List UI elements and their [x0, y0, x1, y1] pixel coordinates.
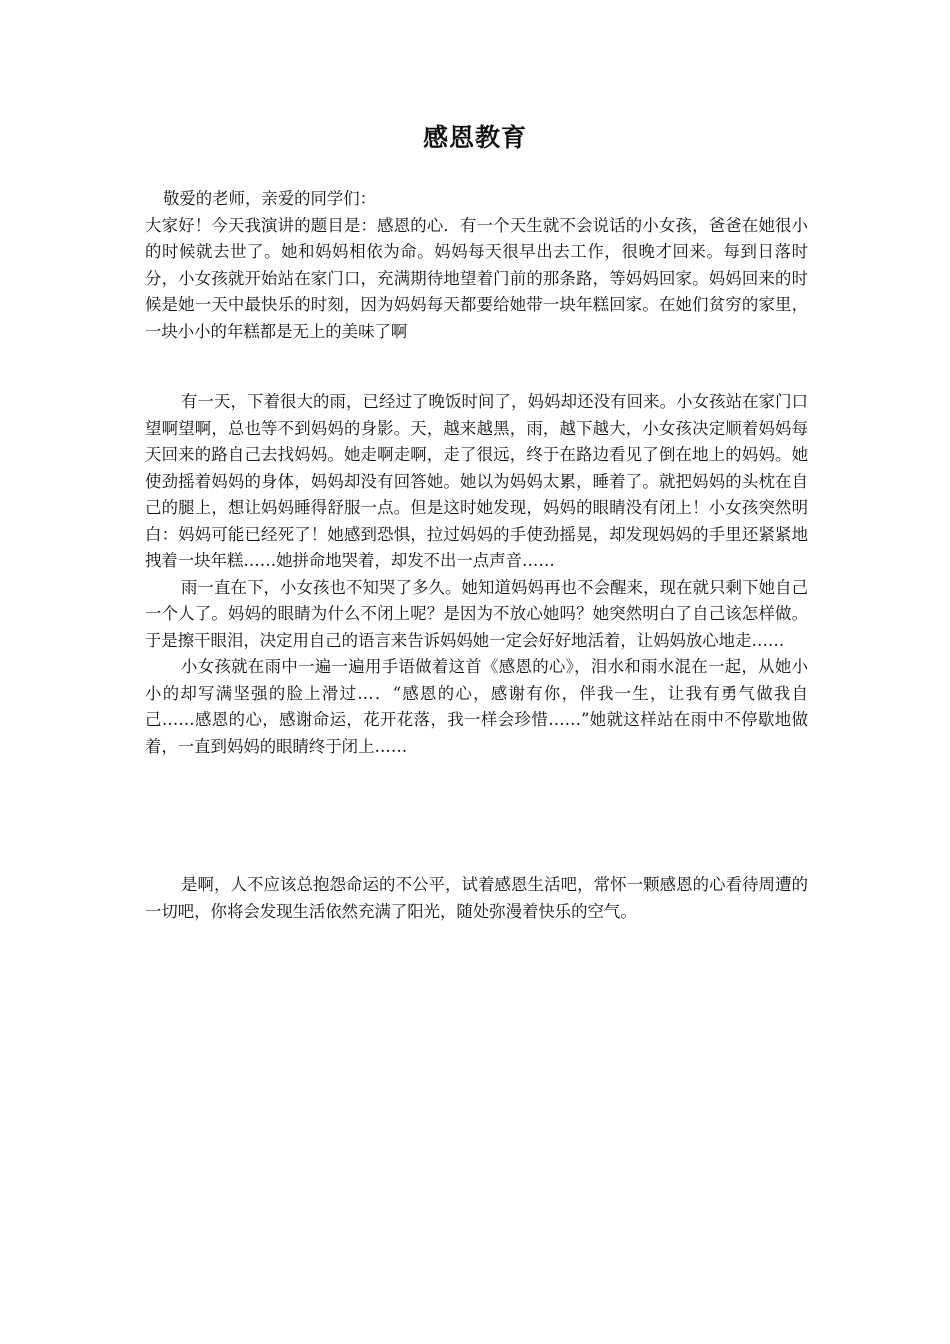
paragraph-5: 是啊，人不应该总抱怨命运的不公平，试着感恩生活吧，常怀一颗感恩的心看待周遭的一切吧，你将会发现生活依然充满了阳光，随处弥漫着快乐的空气。 [145, 875, 808, 921]
closing-section [145, 872, 808, 925]
paragraph-4: 小女孩就在雨中一遍一遍用手语做着这首《感恩的心》，泪水和雨水混在一起，从她小小的却写满坚强的脸上滑过…．“感恩的心，感谢有你，伴我一生，让我有勇气做我自己……感恩的心，感谢命运，花开花落，我一样会珍惜……”她就这样站在雨中不停歇地做着，一直到妈妈的眼睛终于闭上…… [145, 657, 808, 756]
document-title: 感恩教育 [422, 123, 527, 152]
story-section [145, 389, 808, 760]
opening-section [145, 186, 808, 345]
paragraph-3: 雨一直在下，小女孩也不知哭了多久。她知道妈妈再也不会醒来，现在就只剩下她自己一个人了。妈妈的眼睛为什么不闭上呢？是因为不放心她吗？她突然明白了自己该怎样做。于是擦干眼泪，决定用自己的语言来告诉妈妈她一定会好好地活着，让妈妈放心地走…… [145, 577, 808, 650]
salutation: 敬爱的老师，亲爱的同学们： [163, 189, 377, 208]
paragraph-2: 有一天，下着很大的雨，已经过了晚饭时间了，妈妈却还没有回来。小女孩站在家门口望啊望啊，总也等不到妈妈的身影。天，越来越黑，雨，越下越大，小女孩决定顺着妈妈每天回来的路自己去找妈妈。她走啊走啊，走了很远，终于在路边看见了倒在地上的妈妈。她使劲摇着妈妈的身体，妈妈却没有回答她。她以为妈妈太累，睡着了。就把妈妈的头枕在自己的腿上，想让妈妈睡得舒服一点。但是这时她发现，妈妈的眼睛没有闭上！小女孩突然明白：妈妈可能已经死了！她感到恐惧，拉过妈妈的手使劲摇晃，却发现妈妈的手里还紧紧地拽着一块年糕……她拼命地哭着，却发不出一点声音…… [145, 392, 808, 570]
paragraph-1: 大家好！今天我演讲的题目是：感恩的心．有一个天生就不会说话的小女孩，爸爸在她很小的时候就去世了。她和妈妈相依为命。妈妈每天很早出去工作，很晚才回来。每到日落时分，小女孩就开始站在家门口，充满期待地望着门前的那条路，等妈妈回家。妈妈回来的时候是她一天中最快乐的时刻，因为妈妈每天都要给她带一块年糕回家。在她们贫穷的家里，一块小小的年糕都是无上的美味了啊 [145, 215, 808, 341]
